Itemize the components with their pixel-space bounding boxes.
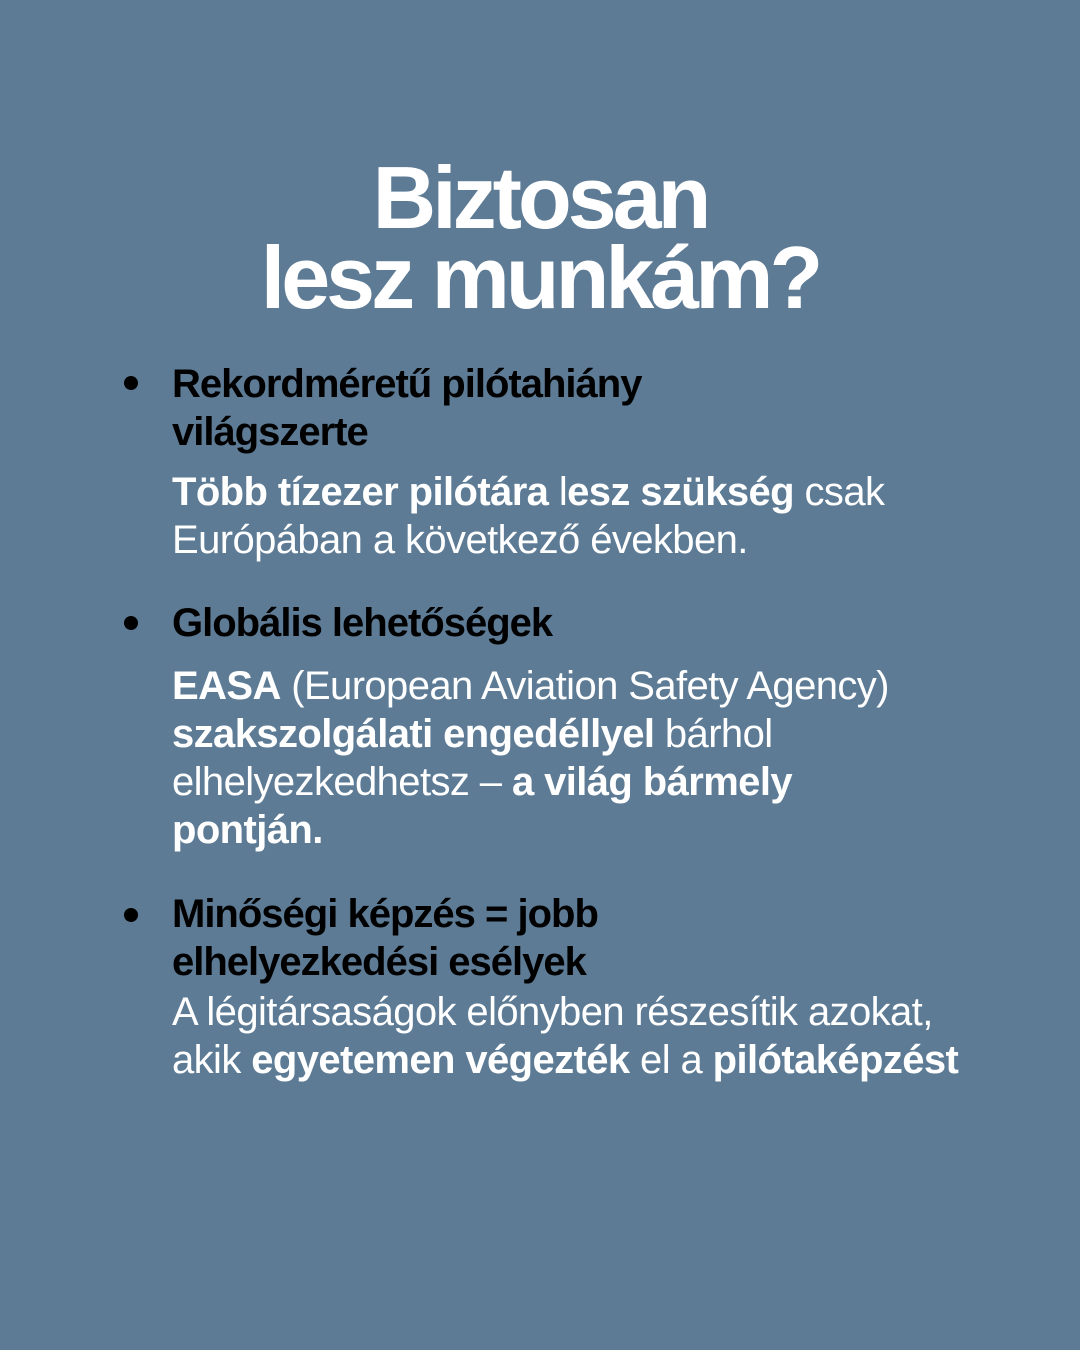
bullet-heading: Globális lehetőségek	[172, 601, 553, 645]
bullet-heading: Minőségi képzés = jobb elhelyezkedési esélyek	[172, 892, 598, 984]
page-title	[0, 148, 1080, 327]
bullet-body-segment: A légitársaságok előnyben részesítik azokat, akik	[172, 990, 933, 1082]
bullet-body-segment: bárhol elhelyezkedhetsz –	[172, 712, 773, 804]
bullet-body-segment: pilótaképzést	[712, 1038, 959, 1082]
bullet-body-segment: l	[558, 470, 568, 514]
bullet-body	[172, 662, 952, 854]
bullet-body-segment: esz szükség	[567, 470, 794, 514]
bullet-heading: Rekordméretű pilótahiány világszerte	[172, 362, 642, 454]
title-line-1: Biztosan	[372, 148, 708, 247]
bullet-body	[172, 988, 982, 1084]
bullet-body-segment: el a	[629, 1038, 713, 1082]
bullet-body-segment: a világ bármely pontján.	[172, 760, 792, 852]
title-line-2: lesz munkám?	[260, 228, 820, 327]
bullet-body-segment: csak Európában a következő években.	[172, 470, 885, 562]
bullet-dot	[124, 376, 138, 390]
bullet-dot	[124, 908, 138, 922]
bullet-body	[172, 468, 992, 564]
bullet-body-segment: Több tízezer pilótára	[172, 470, 559, 514]
bullet-body-segment: (European Aviation Safety Agency)	[280, 664, 889, 708]
bullet-body-segment: EASA	[172, 664, 281, 708]
bullet-body-segment: egyetemen végezték	[251, 1038, 630, 1082]
bullet-dot	[124, 616, 138, 630]
bullet-body-segment: szakszolgálati engedéllyel	[172, 712, 655, 756]
